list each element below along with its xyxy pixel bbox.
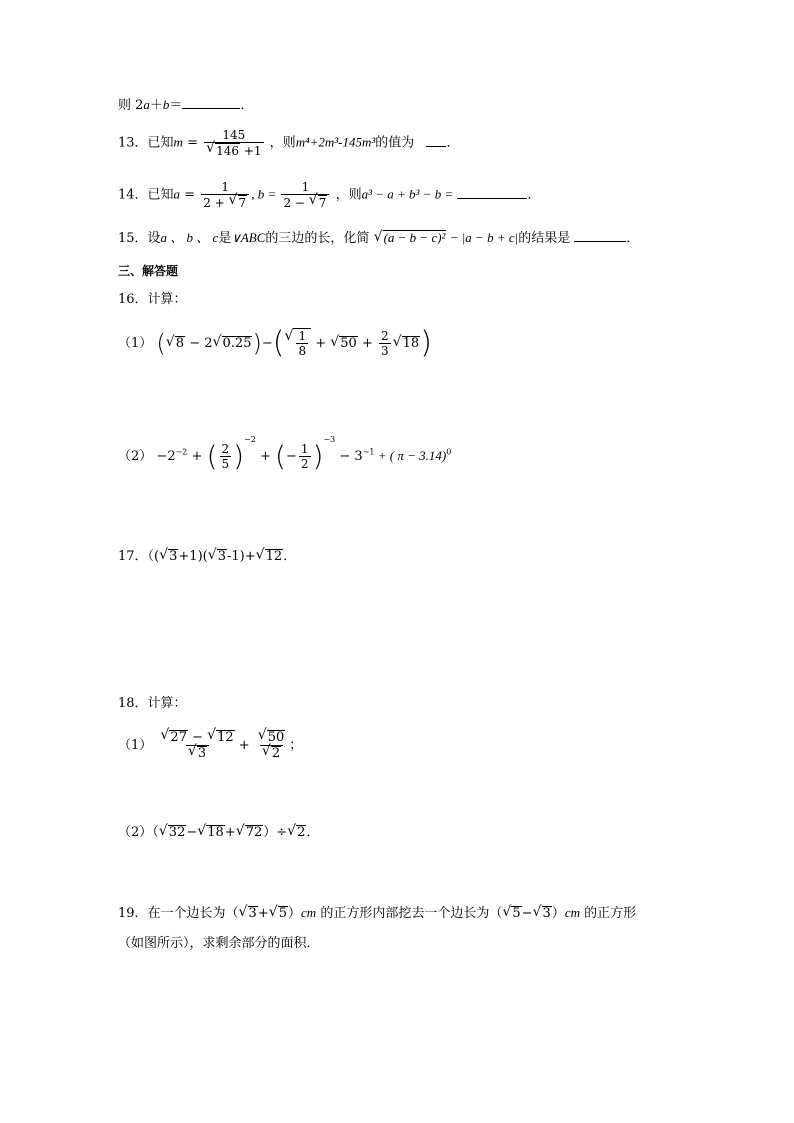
frac-numerator — [158, 730, 236, 745]
minus: − — [261, 336, 273, 351]
period: ． — [446, 135, 460, 151]
left-paren: ( — [275, 439, 286, 473]
q17-label: 17．（ — [118, 549, 155, 564]
answer-blank — [574, 229, 626, 242]
q16-part1 — [118, 325, 432, 361]
paren: ） — [288, 906, 302, 921]
radicand: 2 — [297, 825, 306, 840]
sqrt-sign — [160, 547, 178, 567]
q18-part2 — [118, 823, 319, 843]
right-paren: ) — [420, 325, 432, 361]
right-paren: ) — [252, 329, 262, 358]
period: ． — [306, 825, 320, 840]
frac-numerator: 1 — [301, 180, 310, 194]
sqrt-sign — [161, 730, 188, 745]
radicand: 18 — [402, 336, 420, 351]
q16-title: 16．计算： — [118, 292, 187, 307]
q13-mid: ，则 — [269, 135, 296, 151]
equals: = — [182, 135, 203, 151]
triangle-abc: ∨ABC — [231, 230, 266, 245]
radicand: 3 — [217, 549, 226, 564]
radicand: 146 — [216, 144, 240, 158]
radicand: 3 — [169, 549, 178, 564]
sqrt-sign — [285, 328, 311, 358]
sqrt-sign — [160, 823, 187, 843]
unit-cm: cm — [564, 905, 580, 920]
radicand: 0.25 — [222, 336, 252, 351]
q14-fraction-b — [281, 180, 329, 210]
den-tail: +1 — [240, 144, 262, 158]
part-label: （1） — [118, 738, 153, 753]
left-paren: ( — [206, 439, 218, 473]
q19-text: 的正方形 — [580, 906, 637, 921]
plus: + — [311, 336, 331, 351]
sqrt-sign — [214, 334, 253, 354]
paren: ） — [551, 906, 565, 921]
q13-tail: 的值为 — [375, 135, 415, 151]
sqrt-sign — [240, 904, 258, 924]
sqrt-sign — [375, 229, 447, 249]
sqrt-sign — [534, 904, 552, 924]
q19-text: 19．在一个边长为（ — [118, 906, 239, 921]
abs-expression: − |a − b + c| — [446, 230, 519, 245]
sqrt-sign — [310, 195, 328, 210]
radicand: 7 — [238, 196, 247, 210]
q15-label: 15．设 — [118, 231, 161, 246]
q18-title: 18．计算： — [118, 696, 187, 711]
section-title: 三、解答题 — [118, 264, 179, 278]
sqrt-sign — [189, 746, 207, 761]
equals: = — [180, 187, 200, 203]
var-m: m — [173, 134, 183, 150]
minus: − — [186, 825, 198, 840]
var-a: a — [143, 97, 150, 112]
q16-part2 — [118, 430, 451, 471]
left-paren: ( — [272, 325, 285, 361]
radicand: 50 — [267, 730, 285, 745]
exponent: −2 — [244, 435, 256, 444]
q12-tail — [118, 95, 253, 116]
radicand: 18 — [207, 825, 224, 840]
period: ． — [240, 98, 254, 113]
q14-mid: ，则 — [335, 187, 362, 203]
radicand: 50 — [340, 336, 357, 351]
plus: + — [255, 449, 276, 464]
question-19-line2: （如图所示），求剩余部分的面积． — [118, 936, 320, 951]
radicand: 27 — [170, 730, 187, 745]
fraction — [256, 730, 288, 761]
minus: − — [187, 730, 208, 745]
term: −2 — [156, 449, 176, 464]
frac-numerator: 2 — [221, 442, 230, 456]
term: − 2 — [185, 336, 213, 351]
minus: − — [521, 906, 533, 921]
term: + ( π − 3.14) — [374, 448, 447, 463]
exponent: −3 — [323, 435, 336, 444]
frac-denominator — [204, 142, 263, 158]
right-paren: ) — [312, 439, 324, 473]
sqrt-sign — [270, 904, 288, 924]
sqrt-sign — [288, 823, 306, 843]
part-label: （2） — [118, 449, 153, 464]
paren: （ — [152, 825, 159, 840]
plus: + — [238, 738, 250, 753]
question-15 — [118, 228, 639, 249]
period: ． — [527, 187, 541, 203]
sqrt-sign — [237, 823, 264, 843]
radicand: 3 — [248, 906, 257, 921]
frac-numerator: 2 — [381, 329, 389, 343]
divide: ）÷ — [263, 825, 288, 840]
sqrt-sign — [263, 746, 281, 761]
radicand: 32 — [168, 825, 186, 840]
frac-denominator: 2 — [300, 457, 309, 471]
radicand: 3 — [542, 906, 551, 921]
frac-numerator — [256, 730, 288, 745]
q12-prefix: 则 2 — [118, 98, 144, 113]
answer-blank — [182, 96, 240, 109]
sqrt-sign — [503, 904, 521, 924]
sqrt-sign — [331, 334, 358, 354]
fraction — [158, 730, 236, 761]
plus: + — [187, 449, 207, 464]
fraction — [220, 442, 232, 471]
plus: ＋ — [149, 98, 163, 113]
den-text: 2 − — [283, 196, 309, 210]
minus: − — [285, 449, 297, 464]
radicand: 12 — [217, 730, 234, 745]
question-14 — [118, 180, 540, 210]
q14-fraction-a — [201, 180, 249, 210]
frac-denominator — [186, 745, 209, 761]
q14-expression: a³ − a + b³ − b = — [361, 186, 454, 202]
radicand: 7 — [318, 196, 327, 210]
period: ． — [283, 549, 297, 564]
question-17 — [118, 547, 296, 567]
sqrt-sign — [257, 547, 284, 567]
radicand: 2 — [271, 746, 281, 761]
q13-expression: m⁴+2m³-145m³ — [295, 134, 376, 150]
fraction — [296, 329, 308, 358]
paren: ( — [154, 549, 160, 564]
exponent: 0 — [446, 447, 452, 457]
equals: ＝ — [169, 98, 183, 113]
plus: + — [357, 336, 377, 351]
period: ． — [626, 231, 640, 246]
radicand — [293, 328, 311, 358]
frac-denominator: 5 — [221, 457, 230, 471]
q18-part1 — [118, 730, 302, 761]
den-text: 2 + — [203, 196, 229, 210]
sqrt-sign — [207, 143, 240, 158]
sqrt-sign — [198, 823, 225, 843]
question-19-line1 — [118, 903, 636, 924]
term: +1)( — [178, 549, 208, 564]
radicand: 5 — [512, 906, 521, 921]
radicand: 72 — [245, 825, 263, 840]
radicand: 8 — [175, 336, 185, 351]
right-paren: ) — [233, 439, 245, 473]
frac-numerator: 1 — [300, 442, 309, 456]
q15-tail: 的结果是 — [518, 231, 571, 246]
q15-vars: a 、 b 、 c — [160, 230, 219, 245]
part-label: （2） — [118, 825, 153, 840]
frac-denominator — [281, 194, 329, 210]
part-label: （1） — [118, 336, 153, 351]
frac-denominator — [201, 194, 249, 210]
q14-label: 14．已知 — [118, 187, 174, 203]
var-a: a — [173, 186, 181, 202]
q15-mid1: 是 — [218, 231, 232, 246]
question-13 — [118, 128, 459, 158]
exponent: −2 — [175, 447, 188, 457]
q15-mid2: 的三边的长，化简 — [265, 231, 370, 246]
fraction — [379, 329, 391, 358]
radicand: 3 — [197, 746, 207, 761]
plus: + — [257, 906, 269, 921]
q13-label: 13．已知 — [118, 135, 174, 151]
frac-numerator: 145 — [222, 128, 246, 142]
term: − 3 — [335, 449, 363, 464]
frac-denominator — [260, 745, 283, 761]
answer-blank — [426, 134, 446, 147]
sqrt-sign — [167, 334, 185, 354]
term: -1)+ — [227, 549, 256, 564]
sqrt-sign — [394, 334, 421, 354]
q19-text: 的正方形内部挖去一个边长为（ — [316, 906, 503, 921]
semicolon: ； — [289, 738, 303, 753]
q14-sep: , b = — [251, 186, 280, 202]
radicand: 12 — [265, 549, 283, 564]
plus: + — [224, 825, 236, 840]
radicand: 5 — [278, 906, 288, 921]
answer-blank — [457, 186, 527, 199]
sqrt-sign — [208, 730, 235, 745]
sqrt-sign — [230, 195, 248, 210]
radicand: (a − b − c)² — [383, 230, 446, 245]
unit-cm: cm — [301, 905, 317, 920]
frac-numerator: 1 — [221, 180, 230, 194]
frac-numerator: √ 1 — [298, 329, 307, 343]
frac-denominator: 3 — [381, 344, 389, 358]
fraction — [299, 442, 311, 471]
frac-denominator: 8 — [298, 344, 307, 358]
sqrt-sign — [209, 547, 227, 567]
q13-fraction — [204, 128, 263, 158]
var-b: b — [162, 97, 170, 112]
left-paren: ( — [156, 329, 166, 358]
exponent: −1 — [362, 447, 375, 457]
